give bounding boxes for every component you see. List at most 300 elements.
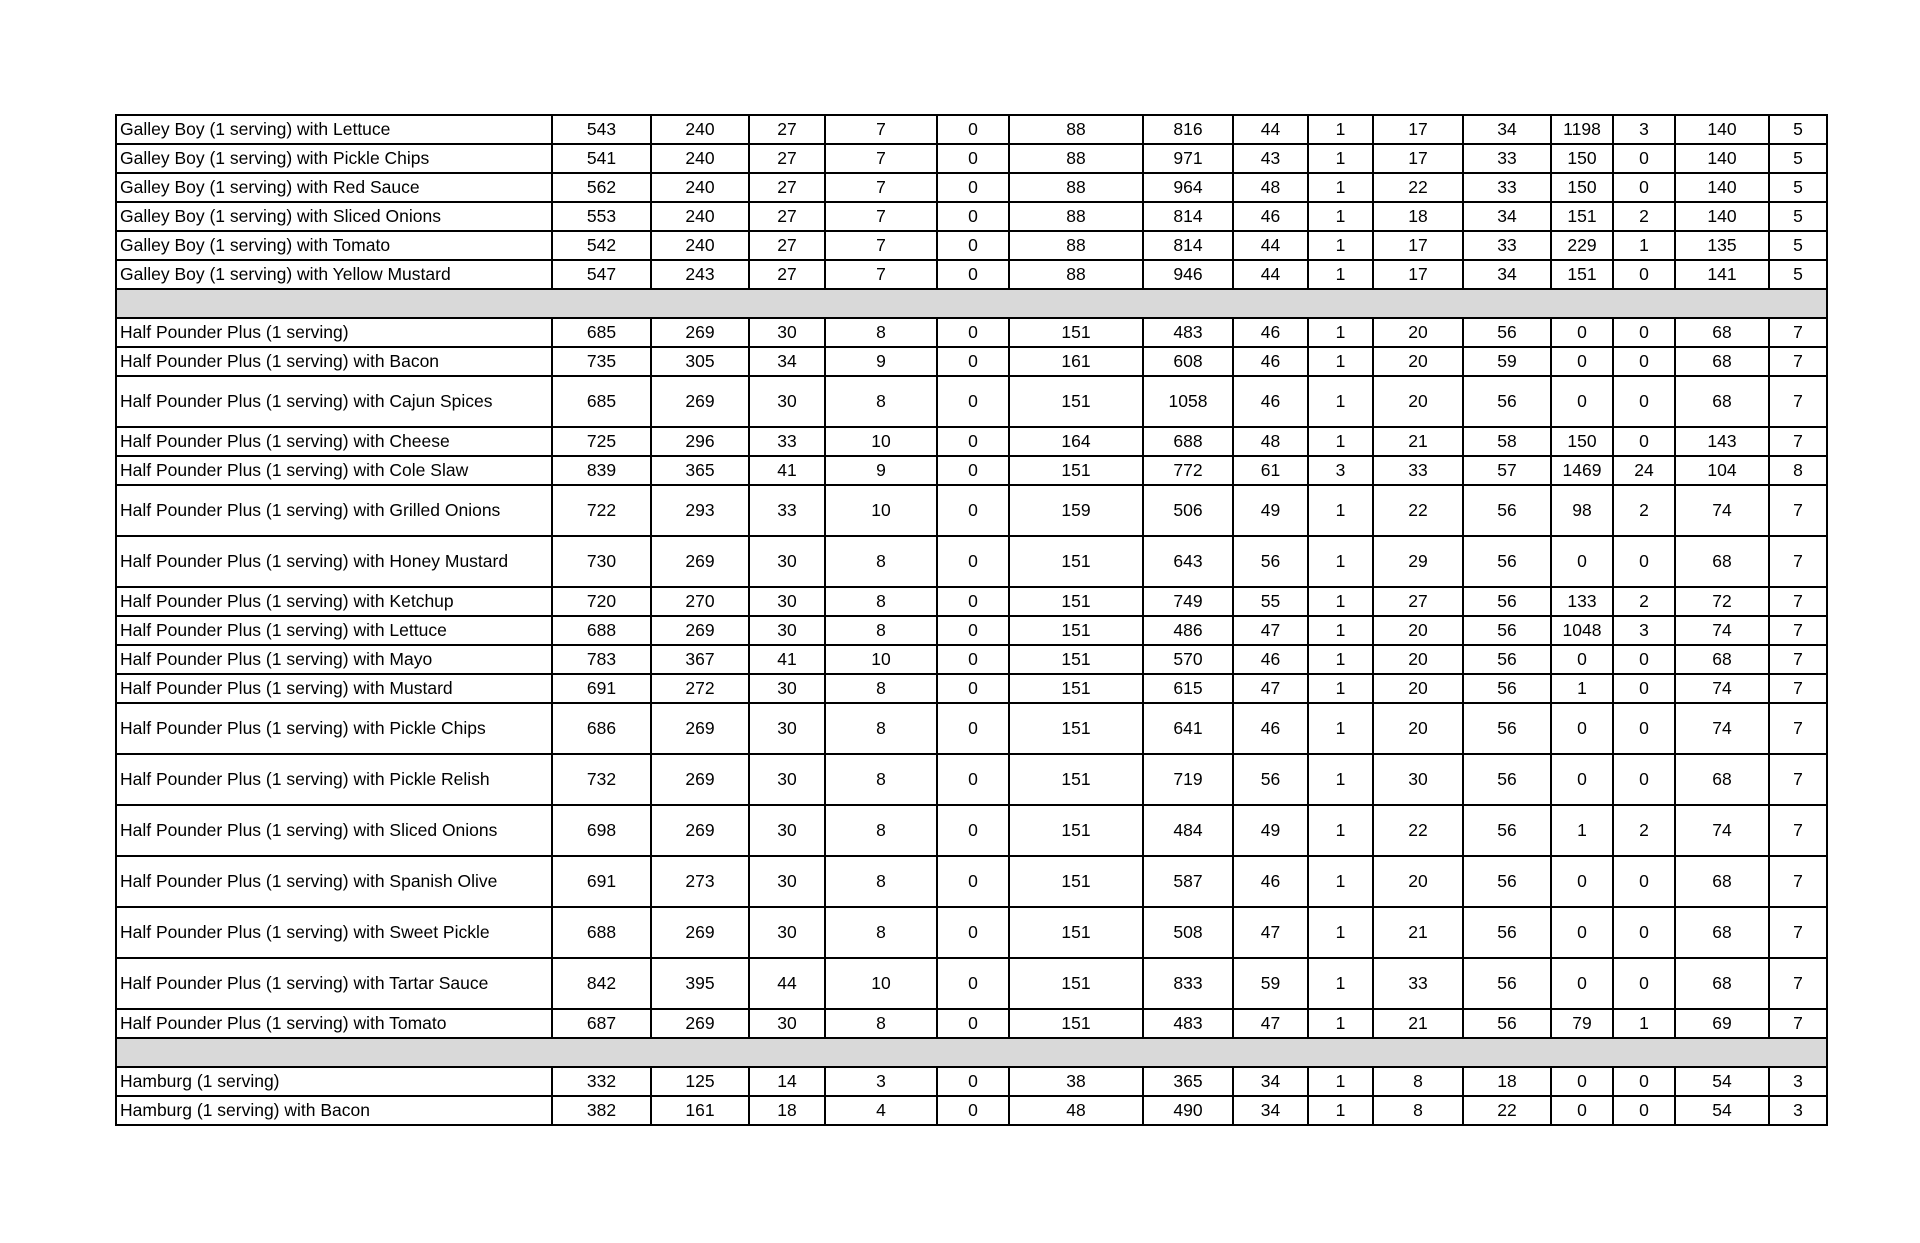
value-cell: 0 [937, 260, 1009, 289]
value-cell: 0 [1551, 536, 1613, 587]
value-cell: 7 [1769, 1009, 1827, 1038]
item-name-cell: Half Pounder Plus (1 serving) with Lettuce [116, 616, 552, 645]
value-cell: 0 [1551, 376, 1613, 427]
value-cell: 0 [937, 427, 1009, 456]
value-cell: 0 [1551, 1067, 1613, 1096]
value-cell: 9 [825, 456, 937, 485]
value-cell: 0 [937, 958, 1009, 1009]
value-cell: 0 [937, 1009, 1009, 1038]
value-cell: 59 [1233, 958, 1308, 1009]
value-cell: 1 [1308, 616, 1373, 645]
value-cell: 56 [1463, 703, 1551, 754]
value-cell: 79 [1551, 1009, 1613, 1038]
value-cell: 7 [1769, 703, 1827, 754]
value-cell: 33 [749, 427, 825, 456]
value-cell: 150 [1551, 173, 1613, 202]
value-cell: 0 [937, 587, 1009, 616]
table-row [116, 427, 1827, 456]
table-row [116, 616, 1827, 645]
value-cell: 68 [1675, 856, 1769, 907]
table-row [116, 536, 1827, 587]
value-cell: 5 [1769, 144, 1827, 173]
value-cell: 56 [1463, 805, 1551, 856]
value-cell: 59 [1463, 347, 1551, 376]
value-cell: 269 [651, 616, 749, 645]
value-cell: 269 [651, 754, 749, 805]
value-cell: 483 [1143, 318, 1233, 347]
value-cell: 151 [1009, 318, 1143, 347]
value-cell: 816 [1143, 115, 1233, 144]
value-cell: 0 [1613, 260, 1675, 289]
table-row [116, 645, 1827, 674]
value-cell: 33 [1463, 144, 1551, 173]
value-cell: 20 [1373, 703, 1463, 754]
value-cell: 8 [825, 805, 937, 856]
value-cell: 686 [552, 703, 651, 754]
value-cell: 24 [1613, 456, 1675, 485]
value-cell: 1 [1308, 427, 1373, 456]
item-name-cell: Half Pounder Plus (1 serving) with Cole Slaw [116, 456, 552, 485]
value-cell: 541 [552, 144, 651, 173]
item-name-cell: Half Pounder Plus (1 serving) with Ketchup [116, 587, 552, 616]
value-cell: 30 [749, 587, 825, 616]
value-cell: 490 [1143, 1096, 1233, 1125]
table-row [116, 260, 1827, 289]
value-cell: 57 [1463, 456, 1551, 485]
table-row [116, 958, 1827, 1009]
value-cell: 17 [1373, 231, 1463, 260]
value-cell: 8 [825, 907, 937, 958]
value-cell: 0 [937, 856, 1009, 907]
value-cell: 54 [1675, 1096, 1769, 1125]
value-cell: 5 [1769, 115, 1827, 144]
value-cell: 0 [1613, 907, 1675, 958]
value-cell: 0 [1551, 645, 1613, 674]
value-cell: 41 [749, 456, 825, 485]
value-cell: 688 [1143, 427, 1233, 456]
value-cell: 46 [1233, 376, 1308, 427]
value-cell: 691 [552, 674, 651, 703]
item-name-cell: Half Pounder Plus (1 serving) with Tomato [116, 1009, 552, 1038]
value-cell: 1 [1308, 536, 1373, 587]
value-cell: 296 [651, 427, 749, 456]
nutrition-table [115, 114, 1828, 1126]
value-cell: 7 [825, 260, 937, 289]
value-cell: 14 [749, 1067, 825, 1096]
value-cell: 151 [1009, 645, 1143, 674]
value-cell: 151 [1009, 456, 1143, 485]
value-cell: 18 [749, 1096, 825, 1125]
value-cell: 0 [937, 173, 1009, 202]
value-cell: 0 [1613, 1096, 1675, 1125]
value-cell: 9 [825, 347, 937, 376]
value-cell: 18 [1463, 1067, 1551, 1096]
item-name-cell: Half Pounder Plus (1 serving) with Mustard [116, 674, 552, 703]
value-cell: 55 [1233, 587, 1308, 616]
value-cell: 151 [1009, 587, 1143, 616]
value-cell: 8 [1373, 1067, 1463, 1096]
value-cell: 29 [1373, 536, 1463, 587]
value-cell: 56 [1463, 674, 1551, 703]
item-name-cell: Hamburg (1 serving) with Bacon [116, 1096, 552, 1125]
value-cell: 1 [1308, 231, 1373, 260]
value-cell: 2 [1613, 202, 1675, 231]
value-cell: 0 [1551, 907, 1613, 958]
table-row [116, 1096, 1827, 1125]
value-cell: 164 [1009, 427, 1143, 456]
value-cell: 141 [1675, 260, 1769, 289]
item-name-cell: Half Pounder Plus (1 serving) with Bacon [116, 347, 552, 376]
value-cell: 0 [1613, 703, 1675, 754]
value-cell: 8 [825, 376, 937, 427]
value-cell: 151 [1551, 202, 1613, 231]
value-cell: 7 [1769, 907, 1827, 958]
value-cell: 964 [1143, 173, 1233, 202]
value-cell: 27 [749, 115, 825, 144]
value-cell: 140 [1675, 202, 1769, 231]
value-cell: 7 [1769, 347, 1827, 376]
value-cell: 69 [1675, 1009, 1769, 1038]
value-cell: 1 [1308, 805, 1373, 856]
item-name-cell: Half Pounder Plus (1 serving) [116, 318, 552, 347]
value-cell: 34 [1463, 202, 1551, 231]
value-cell: 508 [1143, 907, 1233, 958]
value-cell: 0 [1613, 856, 1675, 907]
item-name-cell: Galley Boy (1 serving) with Tomato [116, 231, 552, 260]
item-name-cell: Hamburg (1 serving) [116, 1067, 552, 1096]
value-cell: 150 [1551, 144, 1613, 173]
value-cell: 151 [1009, 1009, 1143, 1038]
value-cell: 30 [749, 616, 825, 645]
value-cell: 44 [1233, 231, 1308, 260]
table-row [116, 144, 1827, 173]
value-cell: 68 [1675, 958, 1769, 1009]
value-cell: 0 [1613, 674, 1675, 703]
value-cell: 7 [1769, 856, 1827, 907]
table-row [116, 587, 1827, 616]
value-cell: 20 [1373, 856, 1463, 907]
value-cell: 562 [552, 173, 651, 202]
table-row [116, 231, 1827, 260]
value-cell: 3 [1613, 616, 1675, 645]
item-name-cell: Half Pounder Plus (1 serving) with Mayo [116, 645, 552, 674]
value-cell: 0 [1551, 958, 1613, 1009]
value-cell: 240 [651, 231, 749, 260]
value-cell: 33 [1463, 231, 1551, 260]
value-cell: 22 [1373, 805, 1463, 856]
value-cell: 10 [825, 427, 937, 456]
item-name-cell: Half Pounder Plus (1 serving) with Pickle Relish [116, 754, 552, 805]
value-cell: 486 [1143, 616, 1233, 645]
value-cell: 971 [1143, 144, 1233, 173]
value-cell: 1 [1308, 958, 1373, 1009]
value-cell: 1 [1613, 231, 1675, 260]
value-cell: 0 [1551, 703, 1613, 754]
value-cell: 56 [1463, 485, 1551, 536]
value-cell: 3 [1613, 115, 1675, 144]
value-cell: 20 [1373, 616, 1463, 645]
value-cell: 143 [1675, 427, 1769, 456]
value-cell: 3 [825, 1067, 937, 1096]
group-separator-row [116, 1038, 1827, 1067]
value-cell: 0 [937, 754, 1009, 805]
value-cell: 17 [1373, 260, 1463, 289]
value-cell: 1198 [1551, 115, 1613, 144]
group-separator-cell [116, 289, 1827, 318]
table-body [116, 115, 1827, 1125]
value-cell: 0 [937, 456, 1009, 485]
value-cell: 38 [1009, 1067, 1143, 1096]
value-cell: 814 [1143, 202, 1233, 231]
value-cell: 7 [1769, 674, 1827, 703]
value-cell: 151 [1009, 536, 1143, 587]
value-cell: 570 [1143, 645, 1233, 674]
value-cell: 332 [552, 1067, 651, 1096]
value-cell: 49 [1233, 805, 1308, 856]
value-cell: 1 [1551, 674, 1613, 703]
item-name-cell: Galley Boy (1 serving) with Lettuce [116, 115, 552, 144]
value-cell: 2 [1613, 587, 1675, 616]
value-cell: 0 [937, 536, 1009, 587]
value-cell: 56 [1463, 318, 1551, 347]
value-cell: 0 [937, 674, 1009, 703]
item-name-cell: Half Pounder Plus (1 serving) with Sweet Pickle [116, 907, 552, 958]
value-cell: 98 [1551, 485, 1613, 536]
item-name-cell: Half Pounder Plus (1 serving) with Cheese [116, 427, 552, 456]
value-cell: 56 [1463, 645, 1551, 674]
value-cell: 88 [1009, 202, 1143, 231]
value-cell: 1 [1551, 805, 1613, 856]
value-cell: 104 [1675, 456, 1769, 485]
value-cell: 506 [1143, 485, 1233, 536]
value-cell: 293 [651, 485, 749, 536]
value-cell: 543 [552, 115, 651, 144]
table-row [116, 754, 1827, 805]
value-cell: 21 [1373, 1009, 1463, 1038]
value-cell: 7 [1769, 376, 1827, 427]
value-cell: 1 [1308, 347, 1373, 376]
value-cell: 732 [552, 754, 651, 805]
value-cell: 30 [749, 907, 825, 958]
item-name-cell: Half Pounder Plus (1 serving) with Spanish Olive [116, 856, 552, 907]
value-cell: 68 [1675, 376, 1769, 427]
value-cell: 7 [1769, 754, 1827, 805]
value-cell: 7 [1769, 427, 1827, 456]
value-cell: 151 [1009, 754, 1143, 805]
value-cell: 56 [1463, 587, 1551, 616]
value-cell: 47 [1233, 907, 1308, 958]
value-cell: 88 [1009, 231, 1143, 260]
value-cell: 30 [749, 703, 825, 754]
value-cell: 88 [1009, 144, 1143, 173]
value-cell: 0 [937, 144, 1009, 173]
table-row [116, 856, 1827, 907]
item-name-cell: Half Pounder Plus (1 serving) with Tartar Sauce [116, 958, 552, 1009]
value-cell: 151 [1009, 376, 1143, 427]
value-cell: 74 [1675, 703, 1769, 754]
value-cell: 8 [1769, 456, 1827, 485]
value-cell: 730 [552, 536, 651, 587]
value-cell: 1 [1308, 645, 1373, 674]
value-cell: 269 [651, 536, 749, 587]
value-cell: 140 [1675, 115, 1769, 144]
value-cell: 56 [1463, 958, 1551, 1009]
value-cell: 151 [1009, 703, 1143, 754]
value-cell: 151 [1009, 805, 1143, 856]
value-cell: 161 [651, 1096, 749, 1125]
value-cell: 30 [749, 536, 825, 587]
value-cell: 685 [552, 376, 651, 427]
table-row [116, 456, 1827, 485]
value-cell: 0 [937, 805, 1009, 856]
value-cell: 30 [749, 856, 825, 907]
value-cell: 1 [1613, 1009, 1675, 1038]
value-cell: 27 [749, 231, 825, 260]
value-cell: 643 [1143, 536, 1233, 587]
value-cell: 1 [1308, 260, 1373, 289]
value-cell: 839 [552, 456, 651, 485]
value-cell: 56 [1463, 536, 1551, 587]
value-cell: 542 [552, 231, 651, 260]
value-cell: 33 [1463, 173, 1551, 202]
value-cell: 814 [1143, 231, 1233, 260]
value-cell: 21 [1373, 907, 1463, 958]
value-cell: 382 [552, 1096, 651, 1125]
value-cell: 0 [1613, 173, 1675, 202]
group-separator-cell [116, 1038, 1827, 1067]
value-cell: 0 [937, 347, 1009, 376]
value-cell: 688 [552, 616, 651, 645]
value-cell: 30 [749, 1009, 825, 1038]
value-cell: 151 [1009, 856, 1143, 907]
item-name-cell: Galley Boy (1 serving) with Sliced Onions [116, 202, 552, 231]
value-cell: 48 [1233, 173, 1308, 202]
value-cell: 1048 [1551, 616, 1613, 645]
value-cell: 2 [1613, 805, 1675, 856]
value-cell: 72 [1675, 587, 1769, 616]
value-cell: 7 [825, 115, 937, 144]
item-name-cell: Half Pounder Plus (1 serving) with Pickle Chips [116, 703, 552, 754]
value-cell: 2 [1613, 485, 1675, 536]
value-cell: 48 [1233, 427, 1308, 456]
table-row [116, 805, 1827, 856]
value-cell: 49 [1233, 485, 1308, 536]
value-cell: 0 [937, 703, 1009, 754]
value-cell: 34 [1233, 1096, 1308, 1125]
value-cell: 88 [1009, 173, 1143, 202]
value-cell: 0 [1613, 645, 1675, 674]
value-cell: 27 [749, 173, 825, 202]
value-cell: 159 [1009, 485, 1143, 536]
value-cell: 0 [1551, 754, 1613, 805]
value-cell: 34 [1233, 1067, 1308, 1096]
value-cell: 269 [651, 376, 749, 427]
value-cell: 30 [749, 674, 825, 703]
value-cell: 365 [1143, 1067, 1233, 1096]
value-cell: 1 [1308, 1067, 1373, 1096]
value-cell: 7 [1769, 805, 1827, 856]
value-cell: 1 [1308, 1009, 1373, 1038]
value-cell: 270 [651, 587, 749, 616]
value-cell: 74 [1675, 485, 1769, 536]
value-cell: 8 [825, 674, 937, 703]
table-row [116, 318, 1827, 347]
value-cell: 30 [749, 318, 825, 347]
item-name-cell: Galley Boy (1 serving) with Pickle Chips [116, 144, 552, 173]
value-cell: 140 [1675, 144, 1769, 173]
value-cell: 1 [1308, 318, 1373, 347]
value-cell: 5 [1769, 260, 1827, 289]
item-name-cell: Half Pounder Plus (1 serving) with Cajun Spices [116, 376, 552, 427]
item-name-cell: Half Pounder Plus (1 serving) with Honey Mustard [116, 536, 552, 587]
value-cell: 27 [1373, 587, 1463, 616]
value-cell: 0 [1613, 1067, 1675, 1096]
value-cell: 68 [1675, 536, 1769, 587]
value-cell: 47 [1233, 616, 1308, 645]
value-cell: 68 [1675, 318, 1769, 347]
value-cell: 68 [1675, 754, 1769, 805]
table-row [116, 907, 1827, 958]
table-row [116, 1067, 1827, 1096]
value-cell: 1 [1308, 485, 1373, 536]
value-cell: 1 [1308, 376, 1373, 427]
item-name-cell: Galley Boy (1 serving) with Red Sauce [116, 173, 552, 202]
value-cell: 1 [1308, 856, 1373, 907]
value-cell: 7 [825, 144, 937, 173]
value-cell: 483 [1143, 1009, 1233, 1038]
value-cell: 68 [1675, 347, 1769, 376]
value-cell: 46 [1233, 318, 1308, 347]
value-cell: 125 [651, 1067, 749, 1096]
value-cell: 5 [1769, 231, 1827, 260]
value-cell: 269 [651, 907, 749, 958]
value-cell: 20 [1373, 376, 1463, 427]
value-cell: 22 [1373, 173, 1463, 202]
value-cell: 56 [1233, 754, 1308, 805]
value-cell: 30 [749, 376, 825, 427]
table-row [116, 202, 1827, 231]
value-cell: 484 [1143, 805, 1233, 856]
value-cell: 688 [552, 907, 651, 958]
value-cell: 151 [1009, 616, 1143, 645]
item-name-cell: Galley Boy (1 serving) with Yellow Mustard [116, 260, 552, 289]
value-cell: 88 [1009, 115, 1143, 144]
value-cell: 0 [1613, 347, 1675, 376]
value-cell: 0 [1613, 536, 1675, 587]
value-cell: 1 [1308, 144, 1373, 173]
table-row [116, 674, 1827, 703]
value-cell: 0 [937, 1096, 1009, 1125]
value-cell: 725 [552, 427, 651, 456]
value-cell: 30 [1373, 754, 1463, 805]
value-cell: 41 [749, 645, 825, 674]
value-cell: 46 [1233, 703, 1308, 754]
value-cell: 7 [1769, 958, 1827, 1009]
value-cell: 10 [825, 645, 937, 674]
value-cell: 46 [1233, 856, 1308, 907]
value-cell: 1 [1308, 1096, 1373, 1125]
value-cell: 240 [651, 173, 749, 202]
value-cell: 33 [749, 485, 825, 536]
value-cell: 269 [651, 1009, 749, 1038]
value-cell: 56 [1463, 376, 1551, 427]
value-cell: 4 [825, 1096, 937, 1125]
table-row [116, 173, 1827, 202]
value-cell: 0 [1613, 318, 1675, 347]
value-cell: 27 [749, 202, 825, 231]
value-cell: 0 [1551, 1096, 1613, 1125]
value-cell: 74 [1675, 616, 1769, 645]
